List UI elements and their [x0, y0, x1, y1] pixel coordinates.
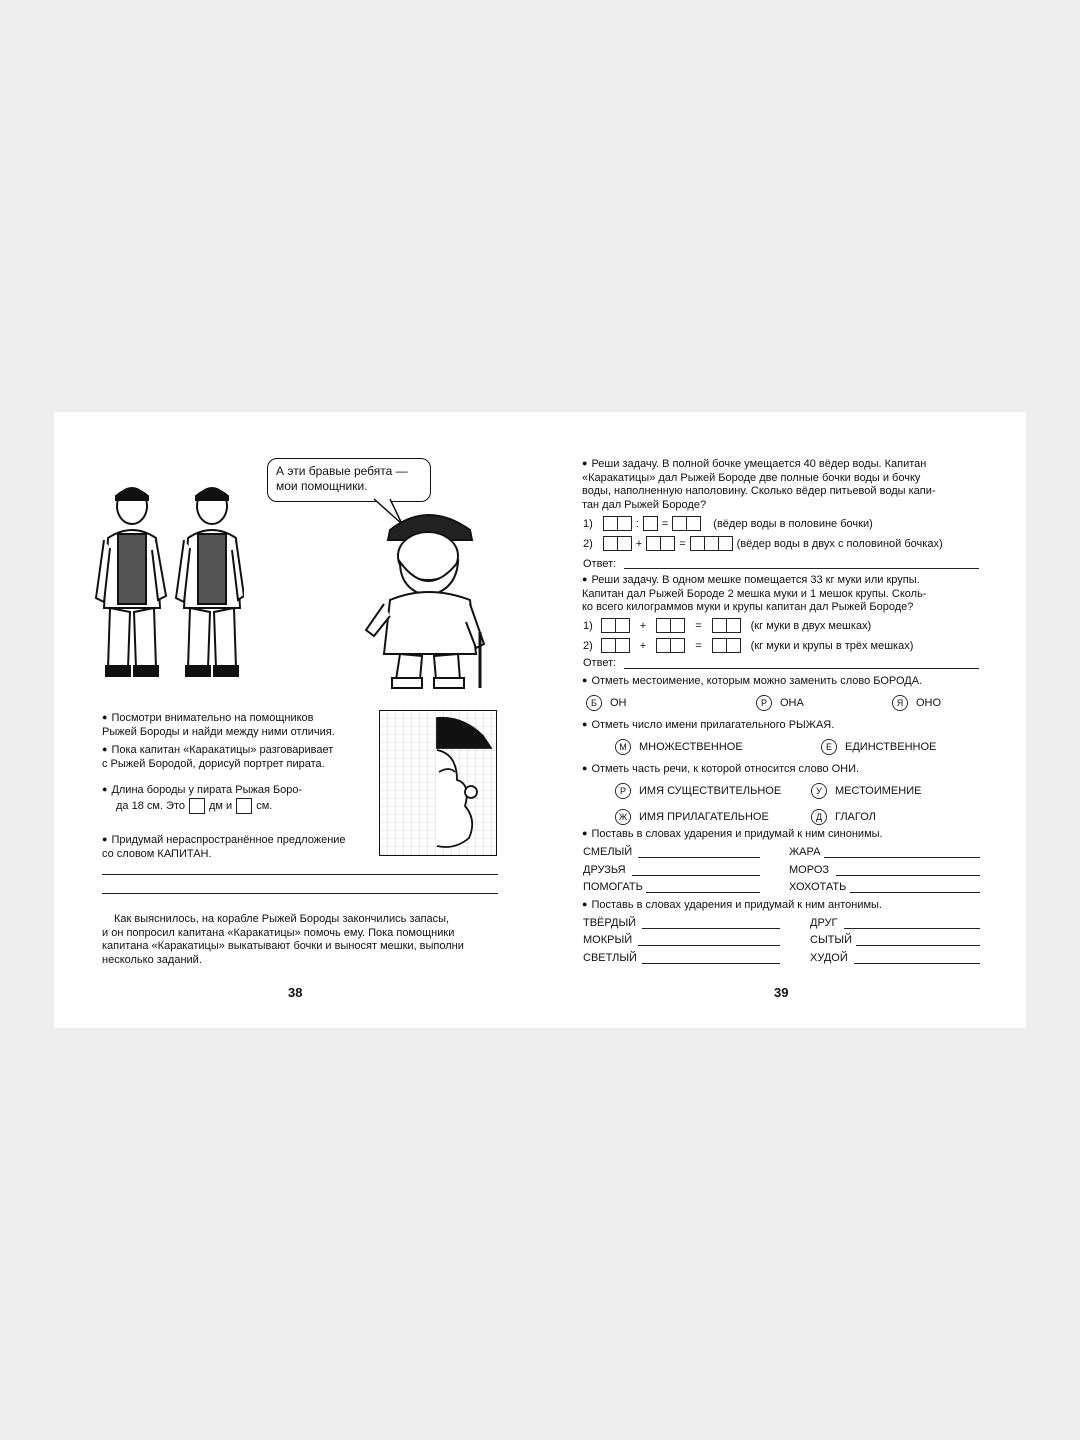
answer-line[interactable] [642, 928, 780, 929]
answer-line[interactable] [836, 875, 980, 876]
answer-box-group[interactable] [712, 618, 741, 633]
answer-line[interactable] [824, 857, 980, 858]
answer-box-group[interactable] [672, 516, 701, 531]
word-zhara: ЖАРА [789, 846, 821, 858]
barrels-step-1 [583, 516, 873, 531]
answer-box-group[interactable] [603, 536, 632, 551]
page-number-left: 38 [288, 985, 303, 1000]
operator: + [639, 639, 647, 652]
step-number: 2) [583, 537, 593, 550]
option-u[interactable]: У МЕСТОИМЕНИЕ [811, 783, 921, 799]
word-khokhotat: ХОХОТАТЬ [789, 881, 847, 893]
word-drug: ДРУГ [810, 917, 838, 929]
answer-line[interactable] [632, 875, 760, 876]
answer-line[interactable] [638, 945, 780, 946]
option-b[interactable]: Б ОН [586, 695, 627, 711]
helm-icon: Е [821, 739, 837, 755]
word-sytyi: СЫТЫЙ [810, 934, 853, 946]
option-r[interactable]: Р ОНА [756, 695, 804, 711]
speech-bubble [267, 458, 431, 502]
answer-row-2 [583, 657, 616, 669]
answer-line[interactable] [854, 963, 980, 964]
word-svetlyi: СВЕТЛЫЙ [583, 952, 637, 964]
answer-row-1 [583, 558, 616, 570]
barrels-step-2 [583, 536, 943, 551]
book-spread [54, 412, 1026, 1028]
word-smelyi: СМЕЛЫЙ [583, 846, 633, 858]
operator: : [635, 517, 639, 530]
question-number: ● Отметь число имени прилагательного РЫЖАЯ. [582, 719, 980, 733]
answer-box-group[interactable] [601, 638, 630, 653]
answer-box-group[interactable] [646, 536, 675, 551]
page-number-right: 39 [774, 985, 789, 1000]
dm-box[interactable] [189, 798, 205, 814]
task-beard-line2 [116, 798, 272, 814]
helm-icon: Р [615, 783, 631, 799]
helm-icon: Р [756, 695, 772, 711]
operator: = [695, 619, 702, 632]
answer-line[interactable] [646, 892, 760, 893]
option-r2[interactable]: Р ИМЯ СУЩЕСТВИТЕЛЬНОЕ [615, 783, 781, 799]
portrait-grid[interactable] [379, 710, 497, 856]
operator: = [661, 517, 669, 530]
answer-box-group[interactable] [643, 516, 658, 531]
problem-sacks: ● Реши задачу. В одном мешке помещается 33 кг муки или крупы. Капитан дал Рыжей Бороде 2 мешка муки и 1 мешок крупы. Сколь- ко всего килограммов муки и крупы капитан дал Рыжей Бороде? [582, 574, 980, 615]
helm-icon: Я [892, 695, 908, 711]
question-synonyms: ● Поставь в словах ударения и придумай к ним синонимы. [582, 828, 980, 842]
operator: = [679, 537, 686, 550]
sm-box[interactable] [236, 798, 252, 814]
step-note: (вёдер воды в половине бочки) [713, 517, 873, 530]
option-zh[interactable]: Ж ИМЯ ПРИЛАГАТЕЛЬНОЕ [615, 809, 769, 825]
problem-barrels: ● Реши задачу. В полной бочке умещается 40 вёдер воды. Капитан «Каракатицы» дал Рыжей Бороде две полные бочки воды и бочку воды, наполненную наполовину. Сколько вёдер питьевой воды капи- тан дал Рыжей Бороде? [582, 458, 980, 512]
answer-line[interactable] [638, 857, 760, 858]
helm-icon: У [811, 783, 827, 799]
option-m[interactable]: М МНОЖЕСТВЕННОЕ [615, 739, 743, 755]
answer-box-group[interactable] [603, 516, 632, 531]
sacks-step-1 [583, 618, 871, 633]
word-khudoi: ХУДОЙ [810, 952, 848, 964]
word-tverdyi: ТВЁРДЫЙ [583, 917, 637, 929]
operator: + [639, 619, 647, 632]
step-number: 2) [583, 639, 593, 652]
word-moroz: МОРОЗ [789, 864, 830, 876]
question-part-of-speech: ● Отметь часть речи, к которой относится слово ОНИ. [582, 763, 980, 777]
captain-illustration [360, 504, 494, 690]
task-find-differences: ● Посмотри внимательно на помощников Рыжей Бороды и найди между ними отличия. [102, 712, 377, 739]
step-note: (кг муки в двух мешках) [750, 619, 872, 632]
step-number: 1) [583, 619, 593, 632]
answer-label: Ответ: [583, 657, 617, 669]
task-beard-dm: дм и [209, 800, 233, 812]
task-beard-text: да 18 см. Это [116, 800, 185, 812]
step-number: 1) [583, 517, 593, 530]
answer-line[interactable] [642, 963, 780, 964]
word-druzya: ДРУЗЬЯ [583, 864, 626, 876]
task-draw-portrait: ● Пока капитан «Каракатицы» разговаривает с Рыжей Бородой, дорисуй портрет пирата. [102, 744, 377, 771]
answer-label: Ответ: [583, 558, 617, 570]
step-note: (вёдер воды в двух с половиной бочках) [736, 537, 943, 550]
answer-line-2[interactable] [624, 668, 979, 669]
answer-line[interactable] [844, 928, 980, 929]
task-beard-sm: см. [256, 800, 273, 812]
operator: = [695, 639, 702, 652]
sacks-step-2 [583, 638, 913, 653]
helm-icon: Б [586, 695, 602, 711]
pirate-helpers-illustration [94, 478, 244, 688]
story-paragraph: Как выяснилось, на корабле Рыжей Бороды закончились запасы, и он попросил капитана «Каракатицы» помочь ему. Пока помощники капитана «Каракатицы» выкатывают бочки и выносят мешки, выполни несколько заданий. [102, 913, 464, 966]
task-beard-line1: ● Длина бороды у пирата Рыжая Боро- [102, 784, 377, 798]
writing-line-2[interactable] [102, 893, 498, 894]
task-sentence: ● Придумай нераспространённое предложение со словом КАПИТАН. [102, 834, 377, 861]
option-e[interactable]: Е ЕДИНСТВЕННОЕ [821, 739, 936, 755]
step-note: (кг муки и крупы в трёх мешках) [750, 639, 914, 652]
answer-line[interactable] [856, 945, 980, 946]
helm-icon: М [615, 739, 631, 755]
option-d[interactable]: Д ГЛАГОЛ [811, 809, 876, 825]
answer-line-1[interactable] [624, 568, 979, 569]
question-antonyms: ● Поставь в словах ударения и придумай к ним антонимы. [582, 899, 980, 913]
question-pronoun: ● Отметь местоимение, которым можно заменить слово БОРОДА. [582, 675, 980, 689]
helm-icon: Ж [615, 809, 631, 825]
answer-box-group[interactable] [690, 536, 733, 551]
answer-box-group[interactable] [712, 638, 741, 653]
writing-line-1[interactable] [102, 874, 498, 875]
answer-line[interactable] [850, 892, 980, 893]
operator: + [635, 537, 643, 550]
option-ya[interactable]: Я ОНО [892, 695, 941, 711]
answer-box-group[interactable] [656, 618, 685, 633]
word-mokryi: МОКРЫЙ [583, 934, 633, 946]
word-pomogat: ПОМОГАТЬ [583, 881, 643, 893]
answer-box-group[interactable] [601, 618, 630, 633]
speech-text: А эти бравые ребята — мои помощники. [276, 464, 408, 493]
helm-icon: Д [811, 809, 827, 825]
answer-box-group[interactable] [656, 638, 685, 653]
